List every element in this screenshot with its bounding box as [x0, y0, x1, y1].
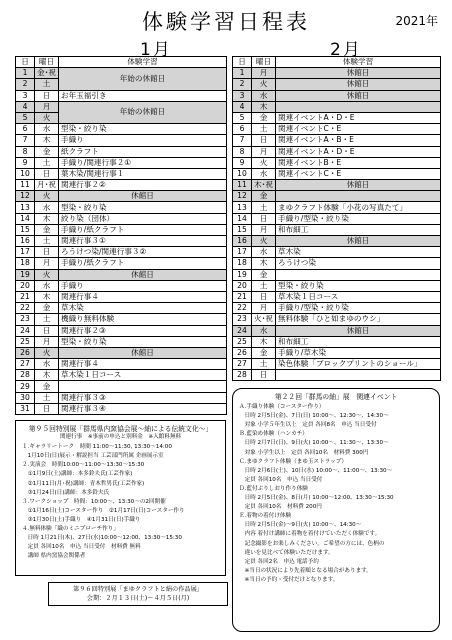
- header-dow: 曜日: [252, 57, 276, 68]
- activity-cell: 手織り/型染・絞り染: [276, 303, 441, 314]
- event-item-line: ③1月24日(日)講師：本多鈴夫氏: [22, 489, 110, 496]
- event-item-line: Ｃ.まゆクラフト体験（まゆ玉ストラップ）: [239, 458, 348, 465]
- closed-day-cell: 休館日: [276, 180, 441, 191]
- weekday-cell: 月･祝: [35, 180, 59, 191]
- activity-cell: 型染・絞り染: [59, 336, 227, 347]
- event-item-line: 日時 2月5日(金)、8日(月) 10:00～12:00、13:30～15:30: [239, 495, 394, 502]
- weekday-cell: 土: [252, 124, 276, 135]
- event-item-line: 日時 2月7日(日)、9日(火) 10:00～、11:30～、13:30～: [239, 440, 389, 447]
- activity-cell: [276, 101, 441, 112]
- activity-cell: 手織り/紙クラフト: [59, 258, 227, 269]
- right-box-title: 第２２回「群馬の紬」展 関連イベント: [274, 393, 398, 401]
- activity-cell: 関連イベントC・E: [276, 168, 441, 179]
- weekday-cell: 水: [252, 90, 276, 101]
- calendar-row: [16, 68, 227, 79]
- activity-cell: 関連イベントA・B・E: [276, 135, 441, 146]
- calendar-row: [233, 224, 441, 235]
- calendar-row: [233, 258, 441, 269]
- weekday-cell: 火: [252, 236, 276, 247]
- day-cell: 4: [233, 101, 252, 112]
- day-cell: 18: [233, 258, 252, 269]
- weekday-cell: 木: [252, 258, 276, 269]
- day-cell: 7: [16, 135, 35, 146]
- day-cell: 28: [233, 370, 252, 381]
- calendar-row: [16, 146, 227, 157]
- weekday-cell: 木: [35, 291, 59, 302]
- activity-cell: 関連イベントC・E: [276, 124, 441, 135]
- calendar-row: [16, 325, 227, 336]
- calendar-row: [16, 213, 227, 224]
- footer-line-2: 会期：２月１３日(土)～４月５日(月): [86, 595, 190, 602]
- header-day: 日: [233, 57, 252, 68]
- day-cell: 4: [16, 101, 35, 112]
- day-cell: 2: [233, 79, 252, 90]
- event-item-line: 対象 小学生以上 定員 各回10名 材料費 300円: [239, 449, 369, 456]
- weekday-cell: 火: [252, 157, 276, 168]
- calendar-row: [233, 213, 441, 224]
- day-cell: 23: [233, 314, 252, 325]
- weekday-cell: 金: [35, 146, 59, 157]
- weekday-cell: 木: [35, 213, 59, 224]
- event-item-line: １.ギャラリートーク 時間 11:00～11:30, 13:30～14:00: [22, 444, 172, 451]
- activity-cell: [276, 269, 441, 280]
- year-label: 2021年: [395, 14, 438, 28]
- calendar-row: [233, 280, 441, 291]
- january-calendar-table: [15, 56, 227, 415]
- calendar-row: [16, 291, 227, 302]
- activity-cell: 草木染: [59, 303, 227, 314]
- day-cell: 7: [233, 135, 252, 146]
- weekday-cell: 月: [35, 336, 59, 347]
- activity-cell: 染色体験「ブロックプリントのショール」: [276, 359, 441, 370]
- calendar-row: [16, 191, 227, 202]
- activity-cell: 手織り/草木染: [276, 347, 441, 358]
- day-cell: 1: [16, 68, 35, 79]
- event-item-line: ②1月11日(月･祝)講師：青木哲男氏(工芸作家): [22, 480, 145, 487]
- weekday-cell: 日: [252, 135, 276, 146]
- day-cell: 26: [233, 347, 252, 358]
- left-box-subtitle: 関連行事 ※事前の申込と別料金 ※入館料無料: [59, 434, 182, 441]
- weekday-cell: 土: [252, 280, 276, 291]
- weekday-cell: 水: [35, 124, 59, 135]
- calendar-row: [233, 303, 441, 314]
- day-cell: 31: [16, 403, 35, 414]
- activity-cell: 手織り/型染・絞り染: [276, 213, 441, 224]
- activity-cell: 関連行事３①: [59, 236, 227, 247]
- calendar-row: [16, 157, 227, 168]
- calendar-row: [233, 236, 441, 247]
- day-cell: 27: [16, 359, 35, 370]
- calendar-row: [233, 124, 441, 135]
- activity-cell: 和布細工: [276, 224, 441, 235]
- activity-cell: 無料体験「ひと如まゆのウシ」: [276, 314, 441, 325]
- day-cell: 26: [16, 347, 35, 358]
- weekday-cell: 月: [35, 101, 59, 112]
- day-cell: 11: [233, 180, 252, 191]
- weekday-cell: 金: [35, 224, 59, 235]
- day-cell: 19: [16, 269, 35, 280]
- activity-cell: 草木染１日コース: [276, 291, 441, 302]
- day-cell: 3: [233, 90, 252, 101]
- event-item-line: 日時 1月21日(木)、27日(水)10:00～12:00、13:30～15:30: [22, 535, 182, 542]
- calendar-row: [16, 224, 227, 235]
- day-cell: 25: [233, 336, 252, 347]
- page-title: 体験学習日程表: [142, 10, 310, 34]
- weekday-cell: 火: [35, 269, 59, 280]
- event-item-line: 日時 2月6日(土)、10日(水) 10:00～、11:00～、13:30～: [239, 467, 393, 474]
- weekday-cell: 土: [35, 236, 59, 247]
- event-item-line: Ａ.手織り体験（コースター作り）: [239, 404, 325, 411]
- closed-day-cell: 休館日: [276, 236, 441, 247]
- weekday-cell: 日: [252, 213, 276, 224]
- event-item-line: ③1月30日(土)手織り ④1月31日(日)手織り: [22, 516, 141, 523]
- calendar-row: [233, 325, 441, 336]
- activity-cell: まゆクラフト体験「小花の写真たて」: [276, 202, 441, 213]
- weekday-cell: 木: [35, 135, 59, 146]
- day-cell: 8: [16, 146, 35, 157]
- activity-cell: 手織り/紙クラフト: [59, 224, 227, 235]
- special-exhibition-95-events-box: [15, 420, 226, 576]
- header-day: 日: [16, 57, 35, 68]
- calendar-row: [233, 112, 441, 123]
- weekday-cell: 火: [35, 191, 59, 202]
- activity-cell: 関連行事３③: [59, 392, 227, 403]
- activity-cell: 型染・絞り染: [59, 124, 227, 135]
- activity-cell: 機織り無料体験: [59, 314, 227, 325]
- calendar-row: [233, 202, 441, 213]
- event-item-line: 1月10日(日)展示・解説担当 工芸部門所属 企画展示室: [22, 453, 164, 460]
- closed-day-cell: 休館日: [59, 191, 227, 202]
- day-cell: 12: [233, 191, 252, 202]
- day-cell: 9: [233, 157, 252, 168]
- event-item-line: ２.実演会 時間10:00～11:00～13:30～15:30: [22, 462, 145, 469]
- weekday-cell: 金: [35, 381, 59, 392]
- activity-cell: 関連行事４: [59, 359, 227, 370]
- weekday-cell: 日: [35, 325, 59, 336]
- weekday-cell: 月: [35, 258, 59, 269]
- activity-cell: 草木染１日コース: [59, 370, 227, 381]
- activity-cell: 和布細工: [276, 336, 441, 347]
- activity-cell: 型染・絞り染: [276, 280, 441, 291]
- event-item-line: 日時 2月5日(金)～9日(火) 10:00～、14:30～: [239, 522, 362, 529]
- day-cell: 13: [16, 202, 35, 213]
- weekday-cell: 火･祝: [252, 314, 276, 325]
- activity-cell: [276, 370, 441, 381]
- day-cell: 6: [233, 124, 252, 135]
- day-cell: 29: [16, 381, 35, 392]
- closed-day-cell: 休館日: [276, 90, 441, 101]
- weekday-cell: 土: [252, 359, 276, 370]
- activity-cell: 手織り/関連行事２①: [59, 157, 227, 168]
- gunma-tsumugi-events-box: [232, 388, 440, 632]
- day-cell: 11: [16, 180, 35, 191]
- weekday-cell: 土: [252, 202, 276, 213]
- closed-day-cell: 年始の休館日: [59, 101, 227, 123]
- calendar-row: [16, 280, 227, 291]
- weekday-cell: 金: [252, 269, 276, 280]
- header-dow: 曜日: [35, 57, 59, 68]
- weekday-cell: 日: [252, 291, 276, 302]
- weekday-cell: 木: [35, 370, 59, 381]
- closed-day-cell: 休館日: [276, 325, 441, 336]
- day-cell: 16: [233, 236, 252, 247]
- day-cell: 14: [233, 213, 252, 224]
- weekday-cell: 土: [35, 314, 59, 325]
- weekday-cell: 金: [35, 303, 59, 314]
- month-february-heading: 2月: [330, 40, 362, 60]
- weekday-cell: 水: [252, 168, 276, 179]
- event-item-line: Ｅ.着物の着付け体験: [239, 513, 292, 520]
- weekday-cell: 日: [252, 370, 276, 381]
- day-cell: 28: [16, 370, 35, 381]
- month-january-heading: 1月: [140, 40, 172, 60]
- calendar-row: [16, 202, 227, 213]
- activity-cell: 紙クラフト: [59, 146, 227, 157]
- calendar-row: [233, 247, 441, 258]
- closed-day-cell: 休館日: [276, 68, 441, 79]
- calendar-row: [16, 168, 227, 179]
- activity-cell: 手織り: [59, 280, 227, 291]
- left-box-title: 第９５回特別展「群馬県内窯協会展～紬による伝統文化～」: [28, 425, 213, 433]
- calendar-row: [233, 314, 441, 325]
- weekday-cell: 金･祝: [35, 68, 59, 79]
- calendar-row: [233, 135, 441, 146]
- day-cell: 14: [16, 213, 35, 224]
- weekday-cell: 月: [252, 303, 276, 314]
- weekday-cell: 水: [35, 280, 59, 291]
- day-cell: 15: [16, 224, 35, 235]
- weekday-cell: 水: [35, 202, 59, 213]
- day-cell: 22: [233, 303, 252, 314]
- calendar-row: [233, 168, 441, 179]
- day-cell: 5: [233, 112, 252, 123]
- activity-cell: 絞り染（団体）: [59, 213, 227, 224]
- day-cell: 1: [233, 68, 252, 79]
- calendar-row: [16, 381, 227, 392]
- activity-cell: お年玉福引き: [59, 90, 227, 101]
- activity-cell: 手織り: [59, 135, 227, 146]
- special-exhibition-96-notice: [48, 582, 228, 606]
- weekday-cell: 月: [252, 146, 276, 157]
- weekday-cell: 日: [35, 168, 59, 179]
- calendar-row: [233, 180, 441, 191]
- weekday-cell: 火: [35, 347, 59, 358]
- event-item-line: ※当日の予約・受付だけとなります。: [239, 576, 339, 583]
- event-item-line: ３.ワークショップ 時間：10:00～、13:30～の2回開催: [22, 498, 166, 505]
- event-item-line: ①1月16日(土)コースター作り ②1月17日(日)コースター作り: [22, 507, 185, 514]
- calendar-row: [16, 258, 227, 269]
- weekday-cell: 水: [35, 359, 59, 370]
- calendar-row: [16, 403, 227, 414]
- calendar-row: [233, 291, 441, 302]
- event-item-line: ①1月9日(土)講師：本多鈴夫氏(工芸作家): [22, 471, 133, 478]
- calendar-row: [233, 157, 441, 168]
- event-item-line: 日時 2月5日(金)、7日(日) 10:00～、12:30～、14:30～: [239, 413, 389, 420]
- day-cell: 19: [233, 269, 252, 280]
- calendar-row: [233, 146, 441, 157]
- day-cell: 6: [16, 124, 35, 135]
- day-cell: 3: [16, 90, 35, 101]
- activity-cell: 関連行事２③: [59, 325, 227, 336]
- event-item-line: 定員 各回10名 申込 当日受付 材料費 無料: [22, 544, 141, 551]
- event-item-line: Ｄ.藍付ぶりしおり作り体験: [239, 485, 308, 492]
- event-item-line: 講師 県内窯協会関係者: [22, 553, 86, 560]
- calendar-row: [233, 191, 441, 202]
- day-cell: 21: [233, 291, 252, 302]
- event-item-line: 内容 着付け講師に着物を着付けていただく体験です。: [239, 531, 381, 538]
- weekday-cell: 木: [252, 101, 276, 112]
- weekday-cell: 火: [252, 79, 276, 90]
- calendar-row: [16, 303, 227, 314]
- day-cell: 17: [233, 247, 252, 258]
- activity-cell: 関連イベントB・E: [276, 157, 441, 168]
- calendar-row: [16, 90, 227, 101]
- weekday-cell: 日: [35, 403, 59, 414]
- calendar-row: [16, 236, 227, 247]
- calendar-row: [16, 314, 227, 325]
- calendar-row: [16, 247, 227, 258]
- activity-cell: 型染・絞り染: [59, 202, 227, 213]
- event-item-line: Ｂ.藍染め体験（ハンカチ）: [239, 431, 308, 438]
- header-activity: 体験学習: [59, 57, 227, 68]
- weekday-cell: 月: [252, 68, 276, 79]
- calendar-row: [16, 101, 227, 112]
- day-cell: 15: [233, 224, 252, 235]
- calendar-row: [233, 79, 441, 90]
- activity-cell: [59, 381, 227, 392]
- activity-cell: 草木染: [276, 247, 441, 258]
- calendar-row: [16, 180, 227, 191]
- closed-day-cell: 休館日: [59, 269, 227, 280]
- calendar-row: [233, 269, 441, 280]
- calendar-row: [233, 68, 441, 79]
- activity-cell: ろうけつ染: [276, 258, 441, 269]
- day-cell: 13: [233, 202, 252, 213]
- calendar-row: [233, 347, 441, 358]
- february-calendar-table: [232, 56, 441, 381]
- day-cell: 5: [16, 112, 35, 123]
- activity-cell: 葉木染/関連行事１: [59, 168, 227, 179]
- event-item-line: 定員 各回10名 申込 当日受付: [239, 476, 323, 483]
- closed-day-cell: 年始の休館日: [59, 68, 227, 90]
- calendar-row: [233, 90, 441, 101]
- activity-cell: 関連イベントA・D・E: [276, 146, 441, 157]
- day-cell: 9: [16, 157, 35, 168]
- event-item-line: ４.無料体験「織のミニプローチ作り」: [22, 526, 119, 533]
- calendar-row: [16, 370, 227, 381]
- event-item-line: 記念撮影をお楽しみください。ご希望の方には、色柄の: [239, 540, 385, 547]
- weekday-cell: 日: [35, 247, 59, 258]
- event-item-line: 対象 小学５年生以上 定員 各回8名 申込 当日受付: [239, 422, 377, 429]
- weekday-cell: 土: [35, 392, 59, 403]
- day-cell: 12: [16, 191, 35, 202]
- day-cell: 18: [16, 258, 35, 269]
- day-cell: 2: [16, 79, 35, 90]
- weekday-cell: 土: [35, 157, 59, 168]
- weekday-cell: 日: [35, 90, 59, 101]
- event-item-line: 定員 各回10名 材料費 200円: [239, 504, 322, 511]
- day-cell: 20: [16, 280, 35, 291]
- weekday-cell: 水: [252, 247, 276, 258]
- day-cell: 17: [16, 247, 35, 258]
- day-cell: 8: [233, 146, 252, 157]
- day-cell: 23: [16, 314, 35, 325]
- calendar-row: [16, 392, 227, 403]
- day-cell: 16: [16, 236, 35, 247]
- weekday-cell: 水: [252, 325, 276, 336]
- activity-cell: 関連行事４: [59, 291, 227, 302]
- event-item-line: 定員 各回2名 申込 電話予約: [239, 558, 319, 565]
- day-cell: 24: [233, 325, 252, 336]
- weekday-cell: 月: [252, 224, 276, 235]
- header-activity: 体験学習: [276, 57, 441, 68]
- activity-cell: [276, 191, 441, 202]
- footer-line-1: 第９６回特別展「まゆクラフトと絹の作品展」: [73, 586, 203, 593]
- calendar-row: [233, 336, 441, 347]
- calendar-row: [233, 359, 441, 370]
- event-item-line: ※当日の状況により先着順となる場合があります。: [239, 567, 372, 574]
- day-cell: 22: [16, 303, 35, 314]
- calendar-row: [16, 124, 227, 135]
- day-cell: 10: [16, 168, 35, 179]
- weekday-cell: 金: [252, 347, 276, 358]
- activity-cell: 関連イベントA・D・E: [276, 112, 441, 123]
- event-item-line: 違いを見比べて体験いただけます。: [239, 549, 334, 556]
- calendar-row: [16, 135, 227, 146]
- day-cell: 10: [233, 168, 252, 179]
- calendar-row: [16, 347, 227, 358]
- calendar-row: [16, 359, 227, 370]
- day-cell: 25: [16, 336, 35, 347]
- day-cell: 21: [16, 291, 35, 302]
- day-cell: 24: [16, 325, 35, 336]
- activity-cell: ろうけつ染/関連行事３②: [59, 247, 227, 258]
- activity-cell: 関連行事２②: [59, 180, 227, 191]
- calendar-row: [16, 336, 227, 347]
- weekday-cell: 金: [252, 112, 276, 123]
- closed-day-cell: 休館日: [276, 79, 441, 90]
- weekday-cell: 金: [252, 191, 276, 202]
- calendar-row: [16, 269, 227, 280]
- calendar-row: [233, 370, 441, 381]
- weekday-cell: 木: [252, 336, 276, 347]
- day-cell: 20: [233, 280, 252, 291]
- activity-cell: 関連行事３④: [59, 403, 227, 414]
- weekday-cell: 木･祝: [252, 180, 276, 191]
- weekday-cell: 火: [35, 112, 59, 123]
- weekday-cell: 土: [35, 79, 59, 90]
- closed-day-cell: 休館日: [59, 347, 227, 358]
- day-cell: 30: [16, 392, 35, 403]
- day-cell: 27: [233, 359, 252, 370]
- calendar-row: [233, 101, 441, 112]
